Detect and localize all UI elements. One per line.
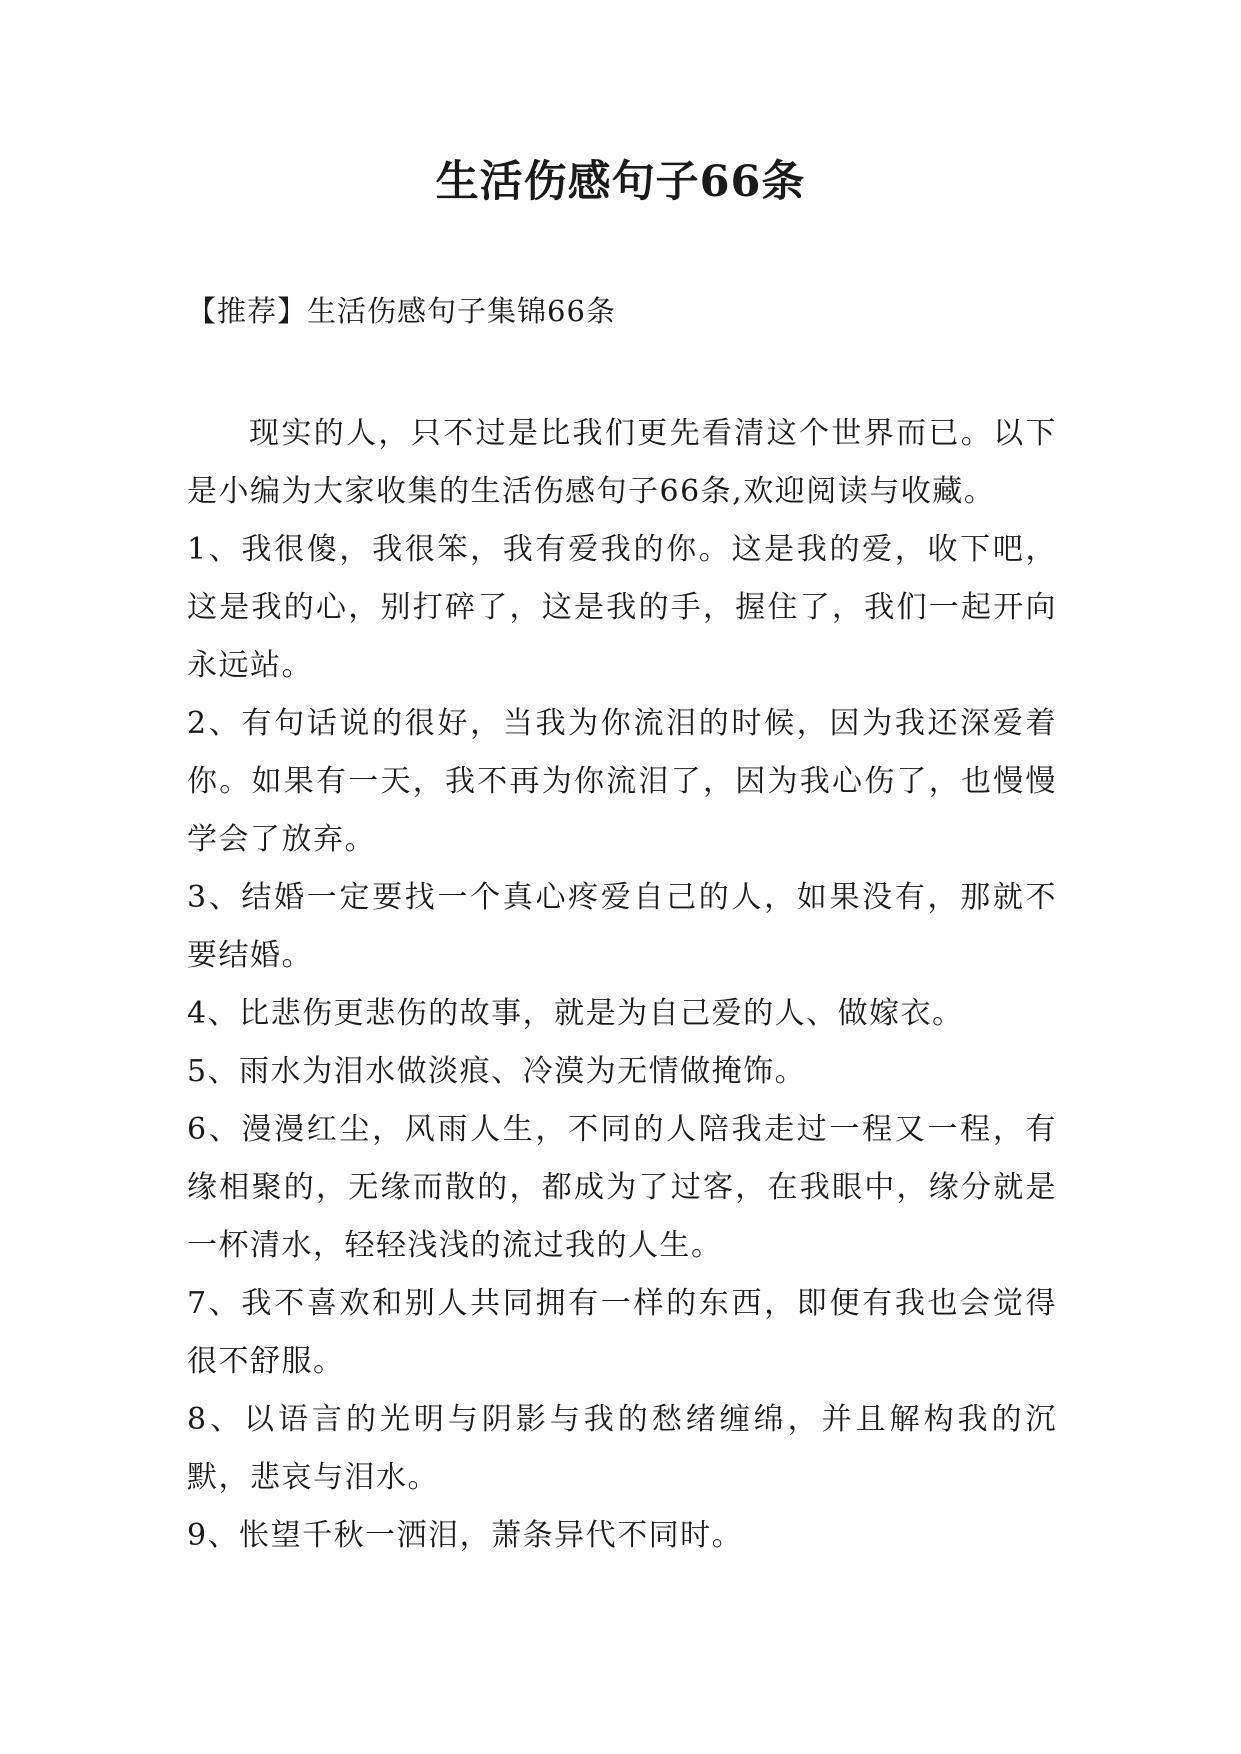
list-item-5: 5、雨水为泪水做淡痕、冷漠为无情做掩饰。 — [187, 1054, 807, 1089]
document-subtitle: 【推荐】生活伤感句子集锦66条 — [187, 294, 616, 328]
list-item-1: 1、我很傻，我很笨，我有爱我的你。这是我的爱，收下吧，这是我的心，别打碎了，这是我的手，握住了，我们一起开向永远站。 — [187, 532, 1057, 683]
intro-paragraph: 现实的人，只不过是比我们更先看清这个世界而已。以下是小编为大家收集的生活伤感句子66条,欢迎阅读与收藏。 — [187, 416, 1057, 509]
list-item-8: 8、以语言的光明与阴影与我的愁绪缠绵，并且解构我的沉默，悲哀与泪水。 — [187, 1402, 1057, 1495]
list-item-9: 9、怅望千秋一洒泪，萧条异代不同时。 — [187, 1518, 744, 1553]
list-item-6: 6、漫漫红尘，风雨人生，不同的人陪我走过一程又一程，有缘相聚的，无缘而散的，都成为了过客，在我眼中，缘分就是一杯清水，轻轻浅浅的流过我的人生。 — [187, 1112, 1057, 1263]
list-item-4: 4、比悲伤更悲伤的故事，就是为自己爱的人、做嫁衣。 — [187, 996, 964, 1031]
list-item-7: 7、我不喜欢和别人共同拥有一样的东西，即便有我也会觉得很不舒服。 — [187, 1286, 1057, 1379]
document-body — [187, 405, 1057, 1565]
document-title: 生活伤感句子66条 — [435, 157, 806, 207]
list-item-3: 3、结婚一定要找一个真心疼爱自己的人，如果没有，那就不要结婚。 — [187, 880, 1057, 973]
list-item-2: 2、有句话说的很好，当我为你流泪的时候，因为我还深爱着你。如果有一天，我不再为你流泪了，因为我心伤了，也慢慢学会了放弃。 — [187, 706, 1057, 857]
